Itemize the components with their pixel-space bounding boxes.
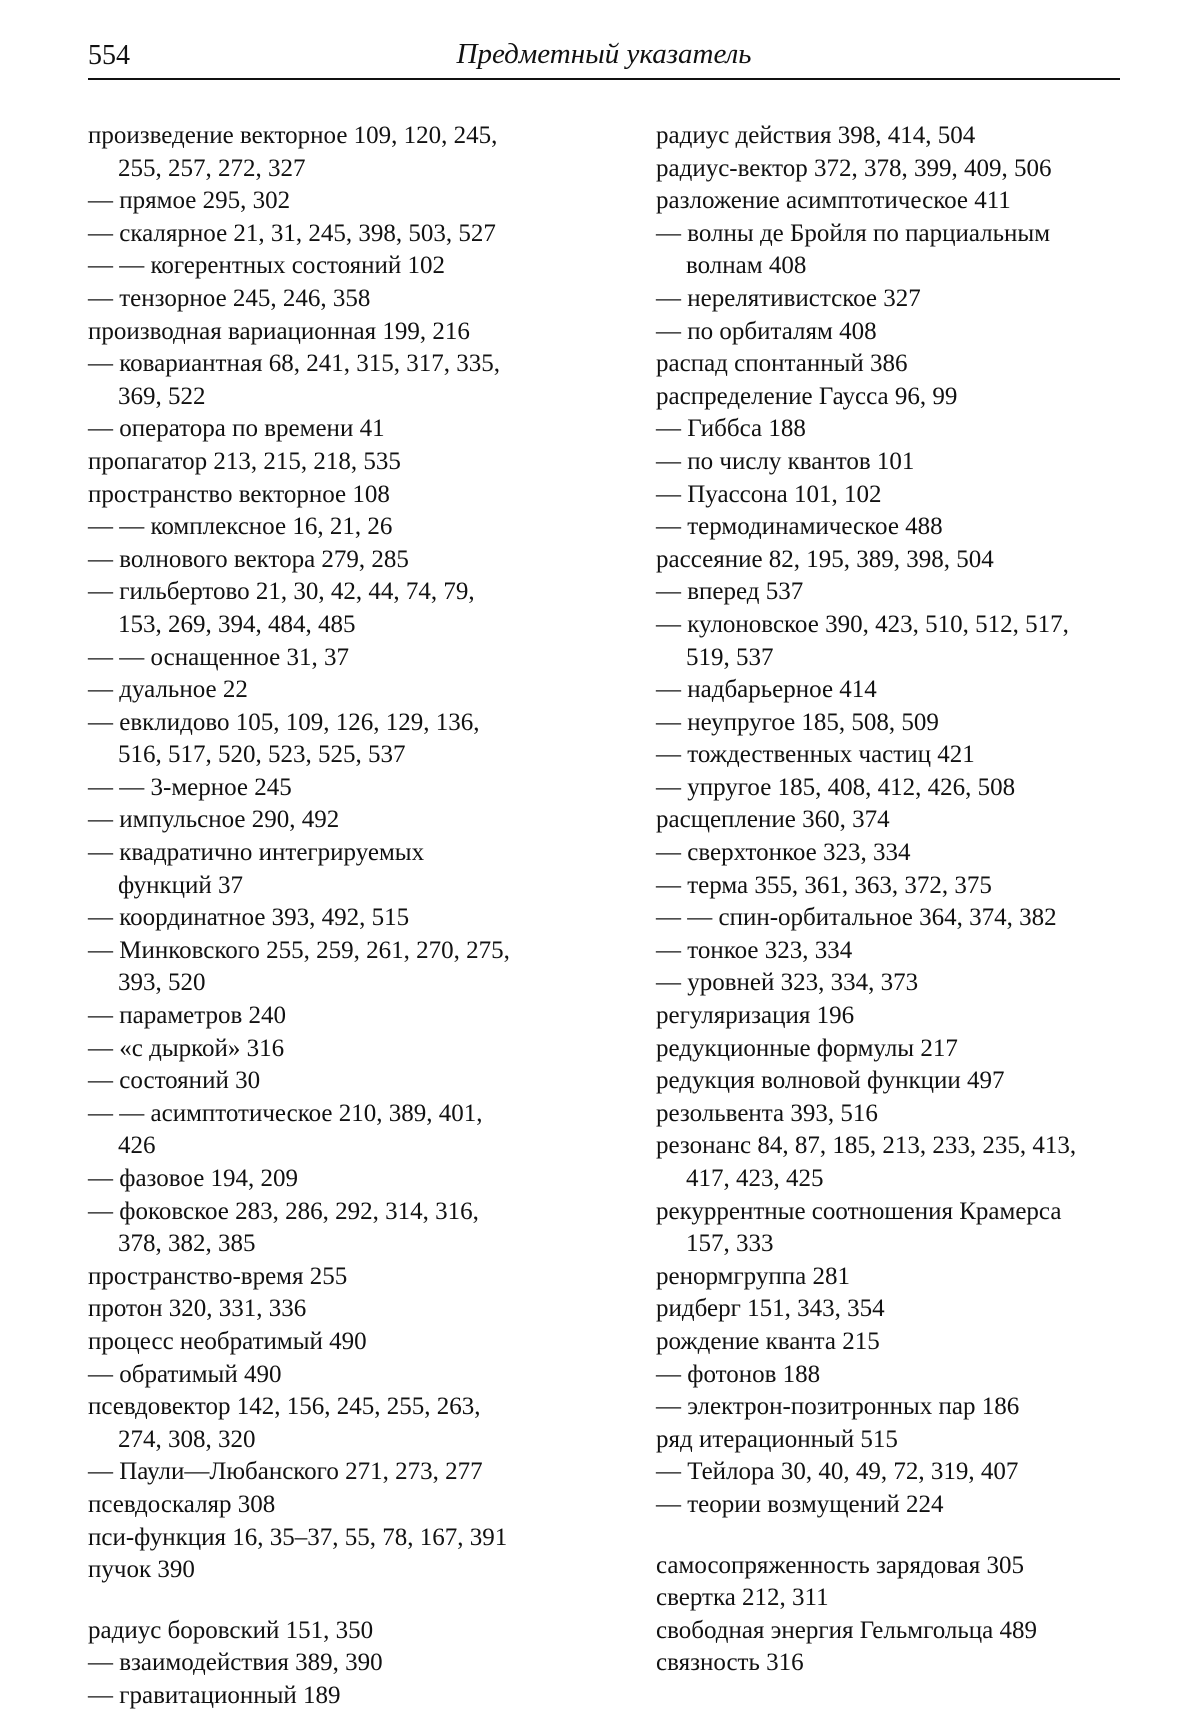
index-entry: пространство-время 255 [88,1262,348,1290]
index-entry: — дуальное 22 [88,676,248,704]
index-entry: — обратимый 490 [88,1360,282,1388]
index-entry: — неупругое 185, 508, 509 [656,708,939,736]
index-entry: — — спин-орбитальное 364, 374, 382 [656,904,1057,932]
index-entry: — параметров 240 [88,1002,287,1030]
index-entry: радиус боровский 151, 350 [88,1616,374,1644]
index-entry: — кулоновское 390, 423, 510, 512, 517, [656,610,1069,638]
page-number: 554 [88,40,130,71]
index-entry: — взаимодействия 389, 390 [88,1649,383,1677]
index-entry: — тензорное 245, 246, 358 [88,284,371,312]
index-entry: — состояний 30 [88,1067,261,1095]
index-entry: расщепление 360, 374 [656,806,890,834]
index-entry: рекуррентные соотношения Крамерса [656,1197,1062,1225]
index-entry: распределение Гаусса 96, 99 [656,382,958,410]
index-entry: — прямое 295, 302 [88,187,291,215]
index-entry: — волнового вектора 279, 285 [88,545,409,573]
index-entry: ряд итерационный 515 [656,1425,898,1453]
index-entry: резонанс 84, 87, 185, 213, 233, 235, 413, [656,1132,1077,1160]
index-entry: — фотонов 188 [656,1360,821,1388]
index-entry: — тонкое 323, 334 [656,936,853,964]
index-entry: — электрон-позитронных пар 186 [656,1393,1020,1421]
index-entry: — терма 355, 361, 363, 372, 375 [656,871,992,899]
index-entry: — квадратично интегрируемых [88,839,425,867]
index-entry: — Паули—Любанского 271, 273, 277 [88,1458,483,1486]
index-entry-continuation: 393, 520 [118,969,206,997]
index-entry: редукционные формулы 217 [656,1034,958,1062]
running-title: Предметный указатель [456,38,752,70]
index-entry: распад спонтанный 386 [656,350,908,378]
index-entry: рассеяние 82, 195, 389, 398, 504 [656,545,994,573]
index-entry-continuation: 378, 382, 385 [118,1230,256,1258]
index-entry: протон 320, 331, 336 [88,1295,307,1323]
index-entry: радиус действия 398, 414, 504 [656,122,976,149]
index-entry: регуляризация 196 [656,1002,855,1030]
index-entry: — сверхтонкое 323, 334 [656,839,911,867]
index-entry: — надбарьерное 414 [656,676,877,704]
index-entry: — теории возмущений 224 [656,1490,944,1518]
index-entry: — — оснащенное 31, 37 [88,643,349,671]
index-entry-continuation: 426 [118,1132,156,1160]
index-entry: псевдоскаляр 308 [88,1490,276,1518]
index-entry: — — 3-мерное 245 [88,773,292,801]
index-entry-continuation: функций 37 [118,871,243,899]
index-entry-continuation: 274, 308, 320 [118,1425,256,1453]
index-entry: — — комплексное 16, 21, 26 [88,513,393,541]
index-entry: — гравитационный 189 [88,1681,341,1709]
index-entry: — вперед 537 [656,578,804,606]
index-entry: — евклидово 105, 109, 126, 129, 136, [88,708,480,736]
index-entry: — Минковского 255, 259, 261, 270, 275, [88,936,510,964]
index-entry: — гильбертово 21, 30, 42, 44, 74, 79, [88,578,475,606]
index-entry: — импульсное 290, 492 [88,806,340,834]
index-entry: рождение кванта 215 [656,1327,880,1355]
index-entry-continuation: 417, 423, 425 [686,1165,824,1192]
index-entry: — нерелятивистское 327 [656,284,921,312]
index-entry: — термодинамическое 488 [656,513,943,541]
index-entry: — тождественных частиц 421 [656,741,975,769]
index-entry: пространство векторное 108 [88,480,390,508]
index-entry: — — когерентных состояний 102 [88,252,446,280]
index-entry-continuation: 255, 257, 272, 327 [118,154,306,182]
index-entry-continuation: 153, 269, 394, 484, 485 [118,610,356,638]
index-entry: ренормгруппа 281 [656,1262,850,1290]
index-entry: свертка 212, 311 [656,1584,829,1612]
index-entry: псевдовектор 142, 156, 245, 255, 263, [88,1393,481,1421]
index-entry-continuation: 516, 517, 520, 523, 525, 537 [118,741,406,769]
index-entry: — «с дыркой» 316 [88,1034,285,1062]
index-entry: — Гиббса 188 [656,415,806,443]
index-entry: пучок 390 [88,1556,195,1584]
index-entry: процесс необратимый 490 [88,1327,367,1355]
index-entry: свободная энергия Гельмгольца 489 [656,1616,1038,1644]
index-entry: — по орбиталям 408 [656,317,877,345]
index-entry: — скалярное 21, 31, 245, 398, 503, 527 [88,219,496,247]
index-entry: редукция волновой функции 497 [656,1067,1005,1095]
index-entry: — — асимптотическое 210, 389, 401, [88,1099,483,1127]
index-entry: — волны де Бройля по парциальным [656,219,1051,247]
index-entry: произведение векторное 109, 120, 245, [88,122,498,149]
index-entry: — уровней 323, 334, 373 [656,969,919,997]
index-entry-continuation: волнам 408 [686,252,807,280]
index-entry: резольвента 393, 516 [656,1099,878,1127]
index-entry: — упругое 185, 408, 412, 426, 508 [656,773,1016,801]
index-entry: ридберг 151, 343, 354 [656,1295,885,1323]
index-entry: разложение асимптотическое 411 [656,187,1011,215]
index-entry: — фазовое 194, 209 [88,1165,299,1192]
index-entry-continuation: 519, 537 [686,643,774,671]
index-column-right [656,120,1136,1680]
index-entry: — координатное 393, 492, 515 [88,904,410,932]
index-entry: связность 316 [656,1649,804,1677]
index-entry: радиус-вектор 372, 378, 399, 409, 506 [656,154,1052,182]
index-entry-continuation: 157, 333 [686,1230,774,1258]
index-entry: — по числу квантов 101 [656,447,915,475]
index-entry: — ковариантная 68, 241, 315, 317, 335, [88,350,500,378]
index-entry: — фоковское 283, 286, 292, 314, 316, [88,1197,479,1225]
index-entry: — Тейлора 30, 40, 49, 72, 319, 407 [656,1458,1019,1486]
index-entry: производная вариационная 199, 216 [88,317,470,345]
index-entry: самосопряженность зарядовая 305 [656,1551,1025,1579]
index-entry: — Пуассона 101, 102 [656,480,882,508]
page-header [88,34,1120,80]
index-entry: пропагатор 213, 215, 218, 535 [88,447,401,475]
index-entry: пси-функция 16, 35–37, 55, 78, 167, 391 [88,1523,508,1551]
index-column-left [88,120,608,1713]
index-entry-continuation: 369, 522 [118,382,206,410]
index-entry: — оператора по времени 41 [88,415,385,443]
